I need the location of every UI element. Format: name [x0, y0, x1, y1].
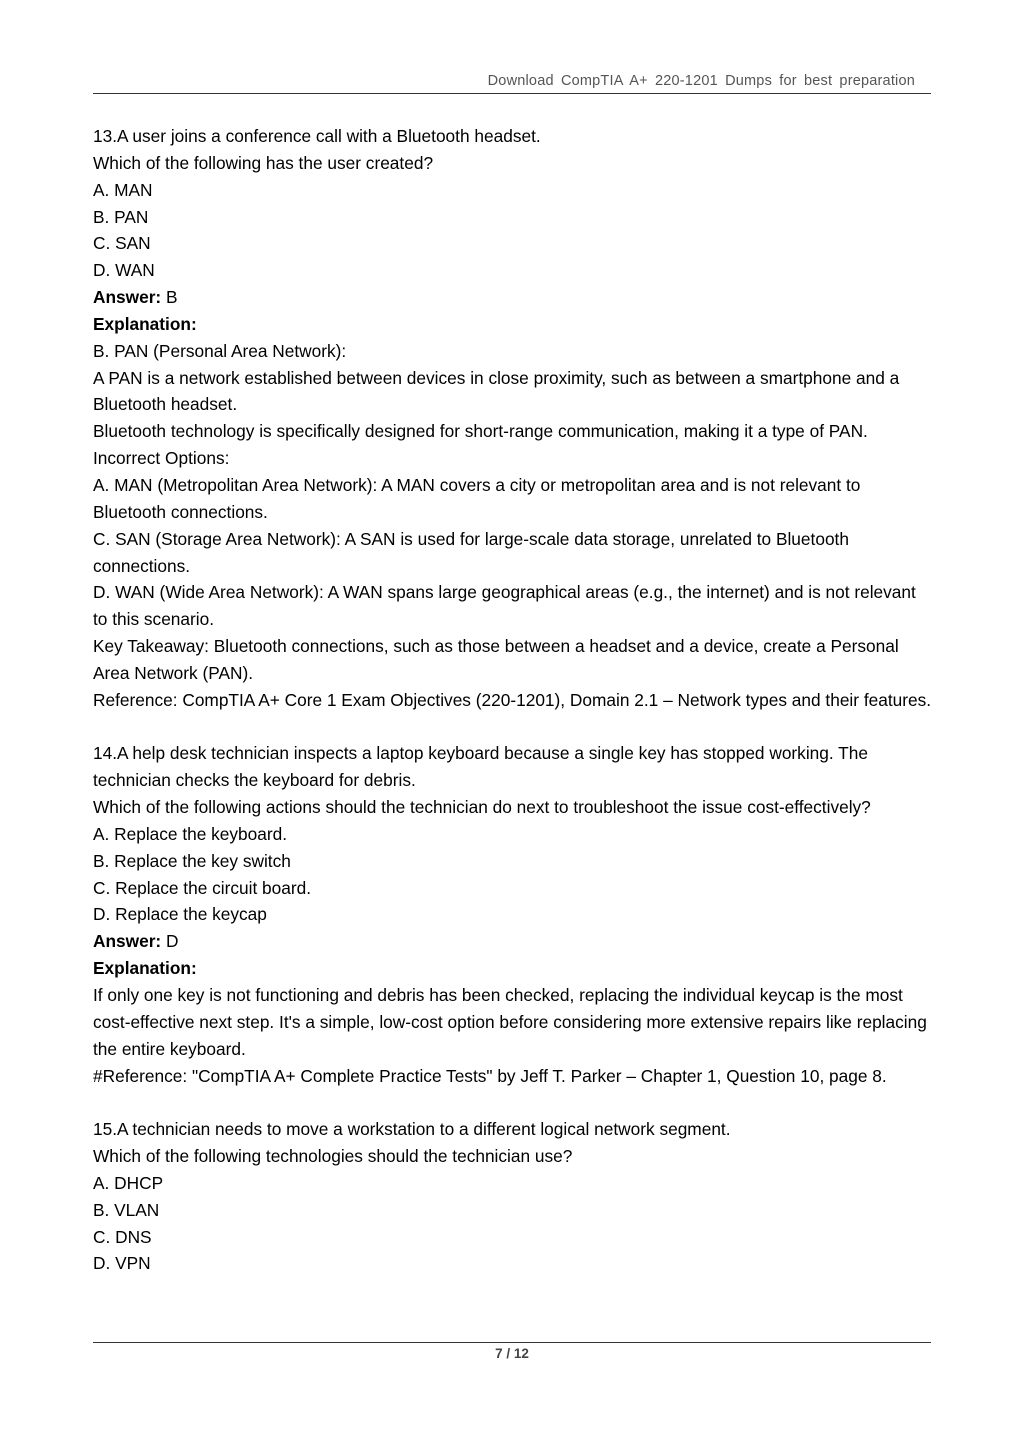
explanation-label: Explanation: [93, 958, 197, 979]
option-b: B. PAN [93, 206, 149, 227]
option-d: D. VPN [93, 1253, 151, 1274]
question-14 [93, 740, 935, 1089]
option-d: D. WAN [93, 260, 155, 281]
option-c: C. SAN [93, 233, 151, 254]
explanation-paragraph: B. PAN (Personal Area Network): [93, 340, 347, 361]
explanation-label: Explanation: [93, 313, 197, 334]
question-stem: 15.A technician needs to move a workstation to a different logical network segment. [93, 1119, 731, 1140]
document-body [93, 123, 935, 1277]
explanation-paragraph: If only one key is not functioning and debris has been checked, replacing the individual keycap is the most cost-effective next step. It's a simple, low-cost option before considering more extensive repairs like replacing the entire keyboard. [93, 985, 927, 1059]
option-b: B. VLAN [93, 1199, 160, 1220]
option-b: B. Replace the key switch [93, 850, 291, 871]
explanation-paragraph: C. SAN (Storage Area Network): A SAN is used for large-scale data storage, unrelated to Bluetooth connections. [93, 528, 849, 576]
reference-line: #Reference: "CompTIA A+ Complete Practice Tests" by Jeff T. Parker – Chapter 1, Question 10, page 8. [93, 1065, 887, 1086]
option-c: C. Replace the circuit board. [93, 877, 312, 898]
option-a: A. MAN [93, 179, 153, 200]
footer-divider [93, 1342, 931, 1343]
question-prompt: Which of the following technologies should the technician use? [93, 1146, 573, 1167]
explanation-paragraph: A. MAN (Metropolitan Area Network): A MAN covers a city or metropolitan area and is not relevant to Bluetooth connections. [93, 474, 861, 522]
explanation-paragraph: Incorrect Options: [93, 448, 230, 469]
question-spacer [93, 1089, 935, 1116]
answer-value: D [161, 931, 179, 952]
answer-label: Answer: [93, 287, 162, 308]
question-spacer [93, 714, 935, 741]
explanation-paragraph: D. WAN (Wide Area Network): A WAN spans large geographical areas (e.g., the internet) and is not relevant to this scenario. [93, 582, 916, 630]
explanation-paragraph: A PAN is a network established between devices in close proximity, such as between a smartphone and a Bluetooth headset. [93, 367, 900, 415]
answer-label: Answer: [93, 931, 162, 952]
question-13 [93, 123, 935, 714]
answer-line [93, 284, 935, 311]
question-stem: 14.A help desk technician inspects a laptop keyboard because a single key has stopped working. The technician checks the keyboard for debris. [93, 743, 868, 791]
page-number: 7 / 12 [495, 1346, 529, 1361]
option-c: C. DNS [93, 1226, 152, 1247]
answer-value: B [161, 287, 178, 308]
option-d: D. Replace the keycap [93, 904, 267, 925]
question-15 [93, 1116, 935, 1277]
option-a: A. Replace the keyboard. [93, 823, 288, 844]
explanation-paragraph: Bluetooth technology is specifically designed for short-range communication, making it a type of PAN. [93, 421, 868, 442]
header-divider [93, 93, 931, 94]
explanation-paragraph: Key Takeaway: Bluetooth connections, such as those between a headset and a device, create a Personal Area Network (PAN). [93, 636, 899, 683]
question-prompt: Which of the following actions should the technician do next to troubleshoot the issue cost-effectively? [93, 797, 871, 818]
question-stem: 13.A user joins a conference call with a Bluetooth headset. [93, 126, 541, 146]
reference-line: Reference: CompTIA A+ Core 1 Exam Objectives (220-1201), Domain 2.1 – Network types and their features. [93, 689, 932, 710]
question-prompt: Which of the following has the user created? [93, 152, 434, 173]
answer-line [93, 928, 935, 955]
page-header-text: Download CompTIA A+ 220-1201 Dumps for best preparation [487, 73, 915, 89]
option-a: A. DHCP [93, 1172, 164, 1193]
